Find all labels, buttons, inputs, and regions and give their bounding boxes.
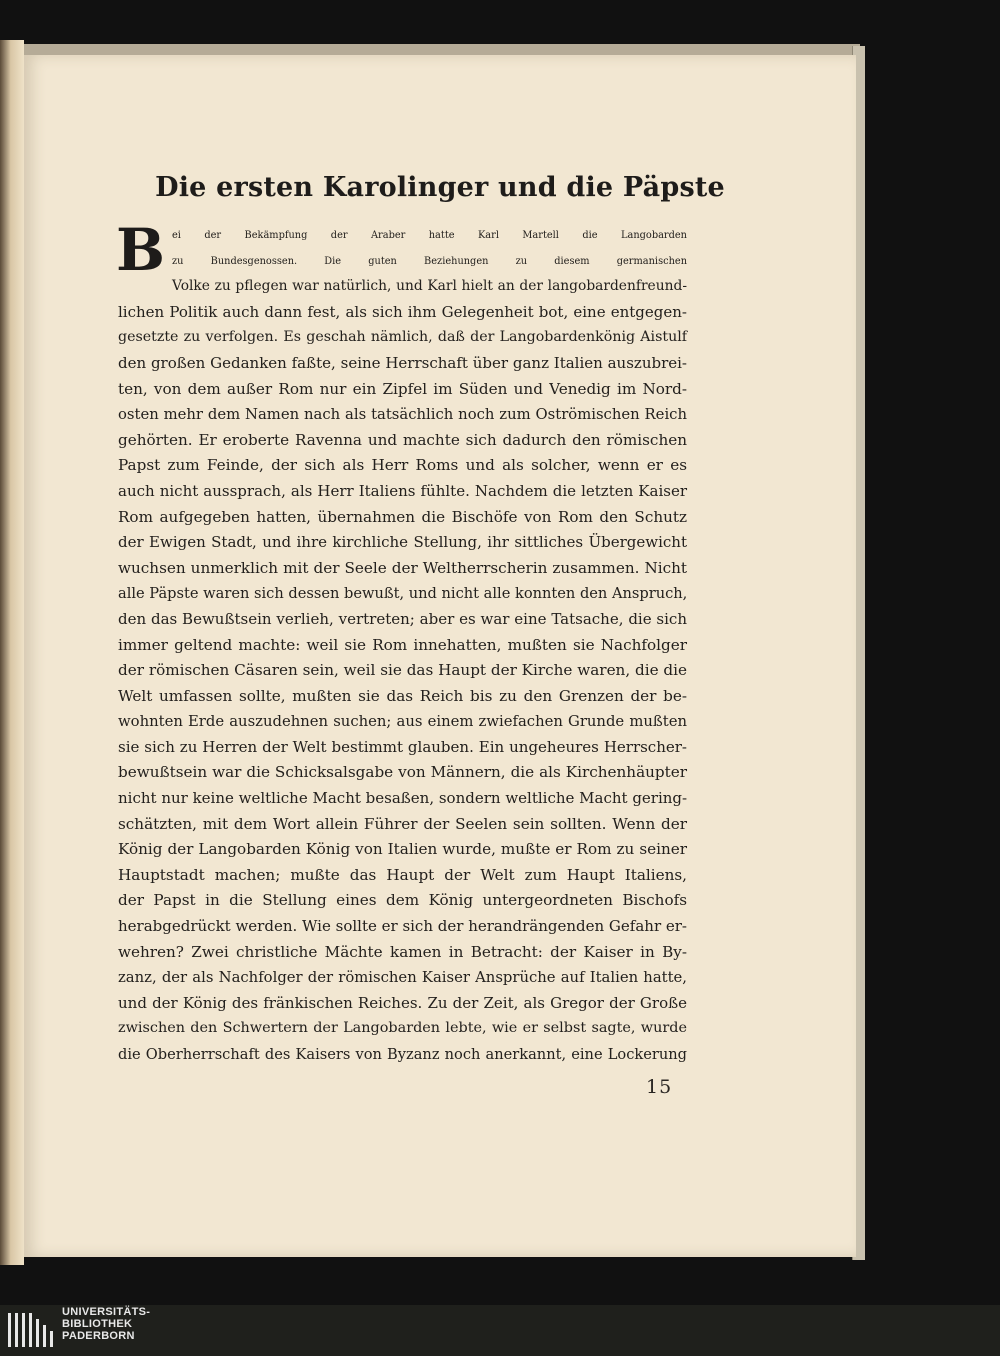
left-page-edge [0,40,24,1265]
text-line: der römischen Cäsaren sein, weil sie das Haupt der Kirche waren, die die [118,661,687,680]
text-line: Papst zum Feinde, der sich als Herr Roms und als solcher, wenn er es [118,456,687,475]
text-line: Hauptstadt machen; mußte das Haupt der Welt zum Haupt Italiens, [118,865,687,884]
university-library-logo-icon [8,1313,56,1347]
book-page [24,55,856,1257]
library-name-line: PADERBORN [62,1330,135,1342]
text-line: lichen Politik auch dann fest, als sich ihm Gelegenheit bot, eine entgegen- [118,302,687,321]
text-line: osten mehr dem Namen nach als tatsächlich noch zum Oströmischen Reich [118,406,687,424]
text-line: schätzten, mit dem Wort allein Führer der Seelen sein sollten. Wenn der [118,814,687,833]
text-line: gehörten. Er eroberte Ravenna und machte sich dadurch den römischen [118,430,687,449]
library-name-line: UNIVERSITÄTS- [62,1306,151,1318]
text-line: immer geltend machte: weil sie Rom innehatten, mußten sie Nachfolger [118,635,687,654]
body-text [116,216,688,1068]
text-line: die Oberherrschaft des Kaisers von Byzanz noch anerkannt, eine Lockerung [118,1046,687,1063]
text-line: zwischen den Schwertern der Langobarden lebte, wie er selbst sagte, wurde [118,1020,687,1037]
text-line: Volke zu pflegen war natürlich, und Karl hielt an der langobardenfreund- [172,278,687,295]
library-name-line: BIBLIOTHEK [62,1318,133,1330]
text-line: wohnten Erde auszudehnen suchen; aus einem zwiefachen Grunde mußten [118,713,687,731]
chapter-heading: Die ersten Karolinger und die Päpste [155,172,725,203]
text-line: der Papst in die Stellung eines dem König untergeordneten Bischofs [118,891,687,910]
text-line: den großen Gedanken faßte, seine Herrschaft über ganz Italien auszubrei- [118,353,687,372]
text-line: König der Langobarden König von Italien wurde, mußte er Rom zu seiner [118,840,687,859]
text-line: herabgedrückt werden. Wie sollte er sich der herandrängenden Gefahr er- [118,917,687,936]
text-line: Welt umfassen sollte, mußten sie das Reich bis zu den Grenzen der be- [118,686,687,705]
text-line: wuchsen unmerklich mit der Seele der Weltherrscherin zusammen. Nicht [118,558,687,577]
library-name [62,1306,150,1342]
text-line: der Ewigen Stadt, und ihre kirchliche Stellung, ihr sittliches Übergewicht [118,533,687,552]
text-line: wehren? Zwei christliche Mächte kamen in Betracht: der Kaiser in By- [118,942,687,961]
text-line: nicht nur keine weltliche Macht besaßen, sondern weltliche Macht gering- [118,789,688,808]
library-footer-bar [0,1305,1000,1356]
text-line: ei der Bekämpfung der Araber hatte Karl Martell die Langobarden [172,230,687,241]
text-line: ten, von dem außer Rom nur ein Zipfel im Süden und Venedig im Nord- [118,379,687,398]
text-line: zanz, der als Nachfolger der römischen Kaiser Ansprüche auf Italien hatte, [118,969,687,987]
text-line: den das Bewußtsein verlieh, vertreten; aber es war eine Tatsache, die sich [118,609,687,628]
text-line: und der König des fränkischen Reiches. Zu der Zeit, als Gregor der Große [118,993,687,1012]
text-line: Rom aufgegeben hatten, übernahmen die Bischöfe von Rom den Schutz [118,507,687,526]
text-line: gesetzte zu verfolgen. Es geschah nämlich, daß der Langobardenkönig Aistulf [118,329,687,346]
page-number: 15 [646,1076,673,1098]
text-line: zu Bundesgenossen. Die guten Beziehungen zu diesem germanischen [172,255,687,267]
text-line: bewußtsein war die Schicksalsgabe von Männern, die als Kirchenhäupter [118,763,687,782]
text-line: sie sich zu Herren der Welt bestimmt glauben. Ein ungeheures Herrscher- [118,737,687,756]
text-line: auch nicht aussprach, als Herr Italiens fühlte. Nachdem die letzten Kaiser [118,481,687,500]
text-line: alle Päpste waren sich dessen bewußt, und nicht alle konnten den Anspruch, [118,585,688,603]
drop-cap-initial: B [116,216,166,284]
